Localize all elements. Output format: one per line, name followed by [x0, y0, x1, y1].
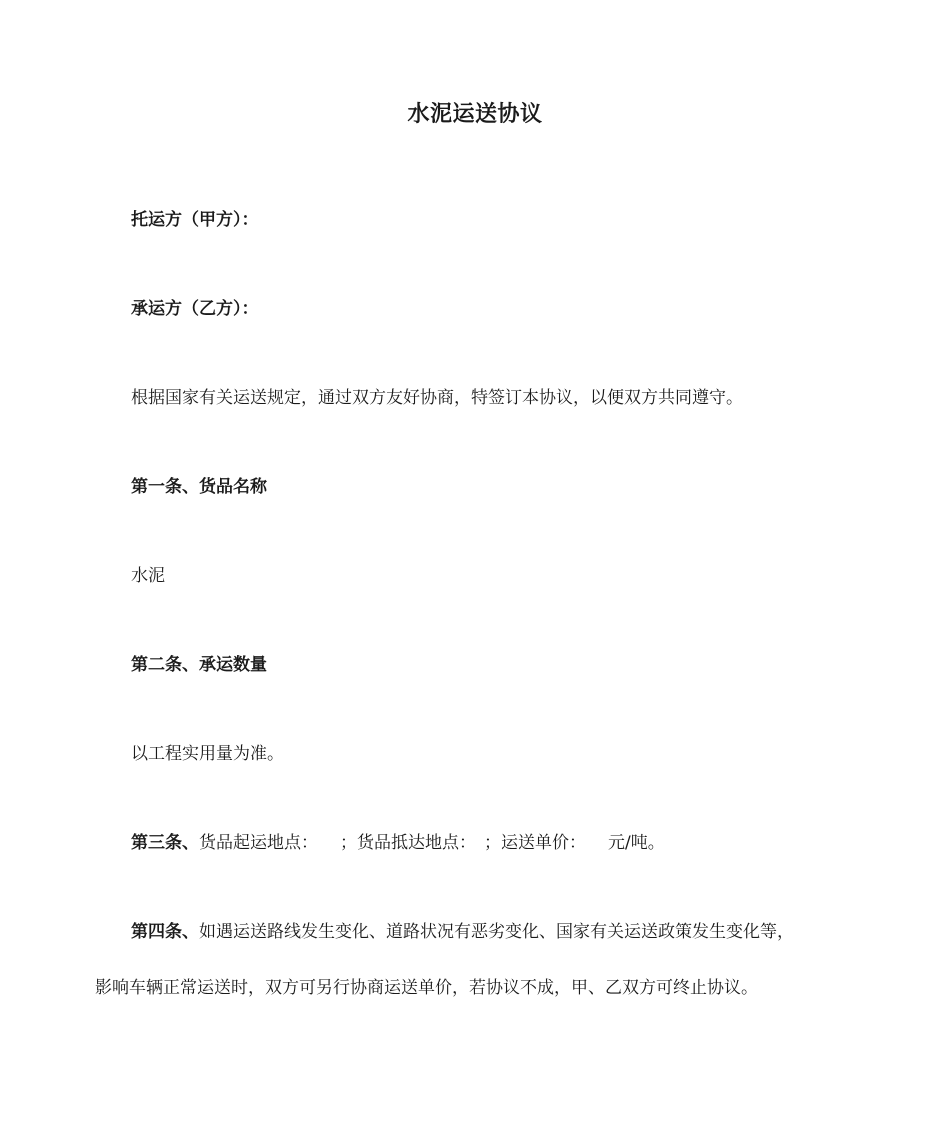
article3-sep2: ； — [484, 833, 501, 853]
document-title: 水泥运送协议 — [407, 102, 543, 127]
article3-price-label: 运送单价： — [501, 833, 586, 853]
article3-paragraph — [131, 828, 665, 853]
article1-heading: 第一条、货品名称 — [131, 477, 267, 497]
article3-heading: 第三条、 — [131, 833, 199, 853]
article4-body-line2: 影响车辆正常运送时，双方可另行协商运送单价，若协议不成，甲、乙双方可终止协议。 — [95, 978, 758, 998]
article3-dest-label: 货品抵达地点： — [357, 833, 476, 853]
article2-heading: 第二条、承运数量 — [131, 655, 267, 675]
article4-heading: 第四条、 — [131, 922, 199, 942]
article1-body: 水泥 — [131, 566, 165, 586]
article3-sep1: ； — [340, 833, 357, 853]
party-b-label: 承运方（乙方）： — [131, 299, 259, 319]
article3-price-unit: 元/吨。 — [608, 833, 665, 853]
article4-line1 — [131, 917, 794, 942]
article3-origin-label: 货品起运地点： — [199, 833, 318, 853]
intro-paragraph: 根据国家有关运送规定，通过双方友好协商，特签订本协议，以便双方共同遵守。 — [131, 388, 743, 408]
article4-body-line1: 如遇运送路线发生变化、道路状况有恶劣变化、国家有关运送政策发生变化等， — [199, 922, 794, 942]
party-a-label: 托运方（甲方）： — [131, 210, 259, 230]
article2-body: 以工程实用量为准。 — [131, 744, 284, 764]
